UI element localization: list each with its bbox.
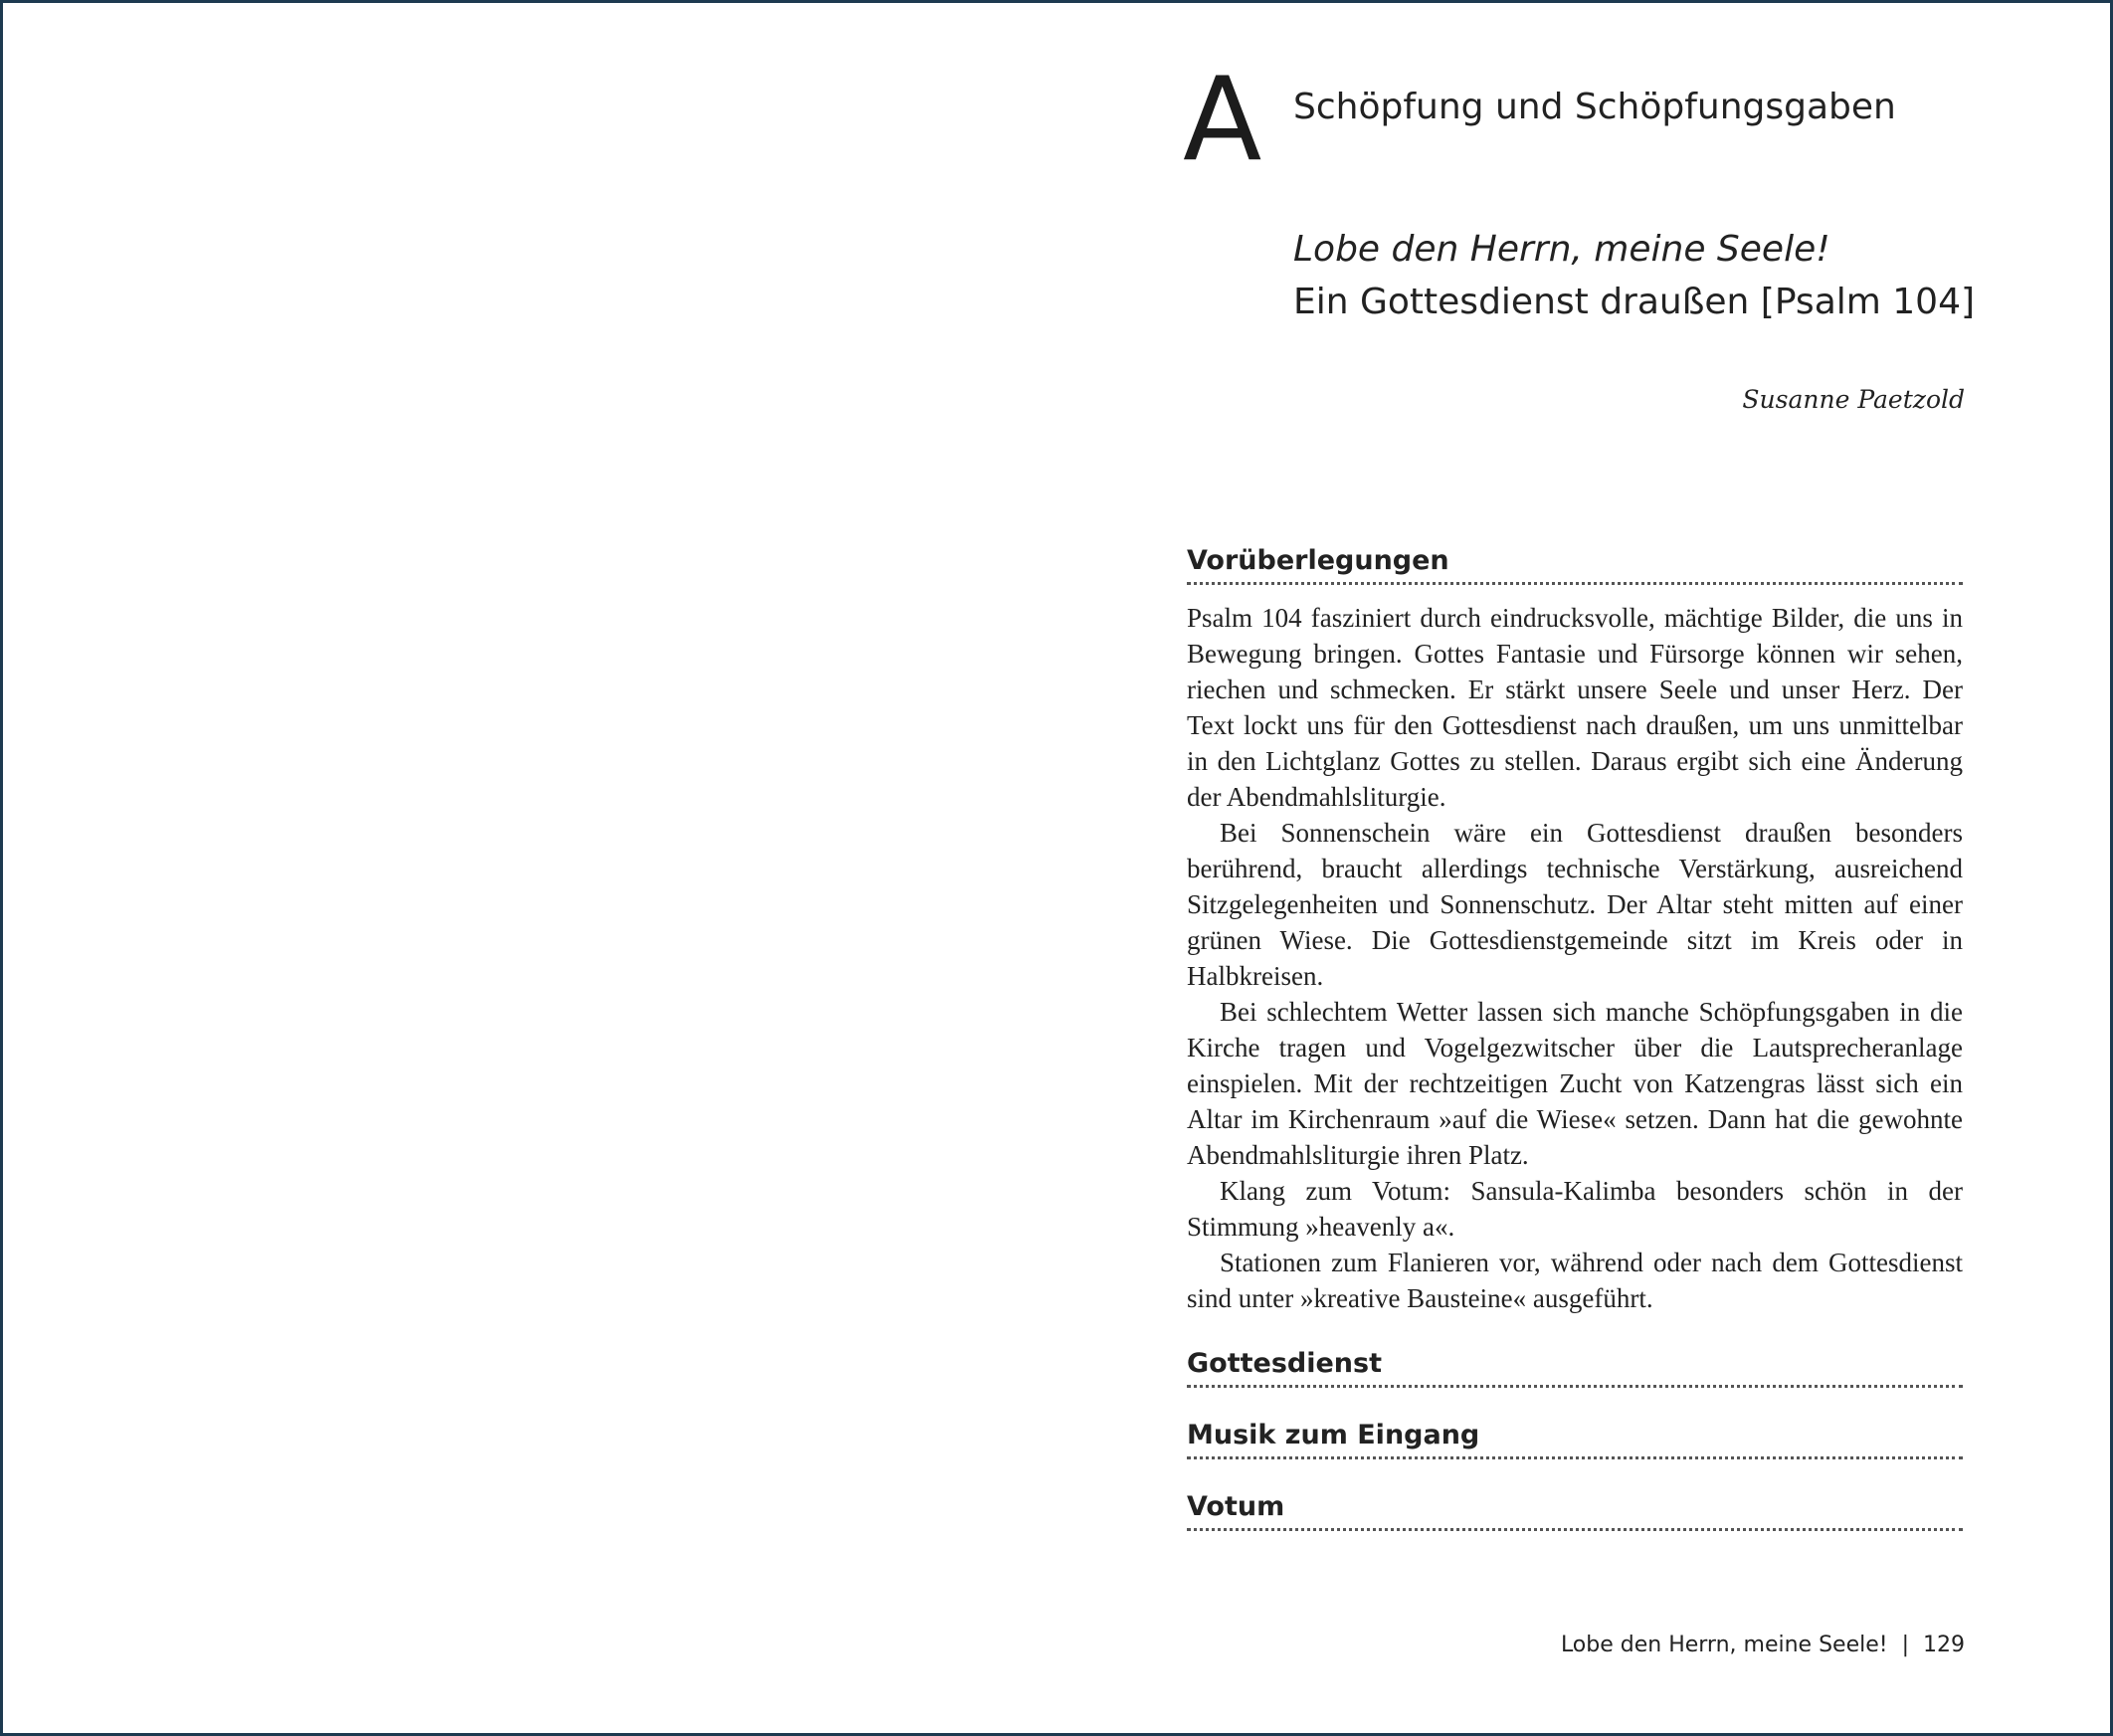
chapter-letter: A <box>1183 53 1262 187</box>
section-heading-service: Gottesdienst <box>1187 1348 1963 1388</box>
footer-separator: | <box>1901 1633 1909 1657</box>
section-heading-entrance-music: Musik zum Eingang <box>1187 1420 1963 1459</box>
paragraph: Bei schlechtem Wetter lassen sich manche Schöpfungsgaben in die Kirche tragen und Vogelgezwitscher über die Lautsprecheranlage einspielen. Mit der rechtzeitigen Zucht von Katzengras lässt sich ein Altar im Kirchenraum »auf die Wiese« setzen. Dann hat die gewohnte Abendmahlsliturgie ihren Platz. <box>1187 997 1963 1170</box>
book-page-spread <box>3 3 2110 1733</box>
section-heading-votum: Votum <box>1187 1491 1963 1531</box>
chapter-title: Schöpfung und Schöpfungsgaben <box>1293 87 1896 127</box>
page-footer <box>1561 1633 1965 1657</box>
article-subtitle: Ein Gottesdienst draußen [Psalm 104] <box>1293 282 1976 322</box>
author-name: Susanne Paetzold <box>1742 385 1965 414</box>
running-title: Lobe den Herrn, meine Seele! <box>1560 1633 1888 1657</box>
paragraph: Bei Sonnenschein wäre ein Gottesdienst draußen besonders berührend, braucht allerdings technische Verstärkung, ausreichend Sitzgelegenheiten und Sonnenschutz. Der Altar steht mitten auf einer grünen Wiese. Die Gottesdienstgemeinde sitzt im Kreis oder in Halbkreisen. <box>1187 818 1963 991</box>
article-title: Lobe den Herrn, meine Seele! <box>1293 229 1830 270</box>
page-number: 129 <box>1923 1633 1965 1657</box>
section-heading-preconsiderations: Vorüberlegungen <box>1187 545 1963 585</box>
paragraph: Psalm 104 fasziniert durch eindrucksvolle, mächtige Bilder, die uns in Bewegung bringen. Gottes Fantasie und Fürsorge können wir sehen, riechen und schmecken. Er stärkt unsere Seele und unser Herz. Der Text lockt uns für den Gottesdienst nach draußen, um uns unmittelbar in den Lichtglanz Gottes zu stellen. Daraus ergibt sich eine Änderung der Abendmahlsliturgie. <box>1187 603 1963 812</box>
body-text <box>1187 600 1963 1316</box>
paragraph: Stationen zum Flanieren vor, während oder nach dem Gottesdienst sind unter »kreative Bausteine« ausgeführt. <box>1187 1248 1963 1313</box>
paragraph: Klang zum Votum: Sansula-Kalimba besonders schön in der Stimmung »heavenly a«. <box>1187 1176 1963 1242</box>
